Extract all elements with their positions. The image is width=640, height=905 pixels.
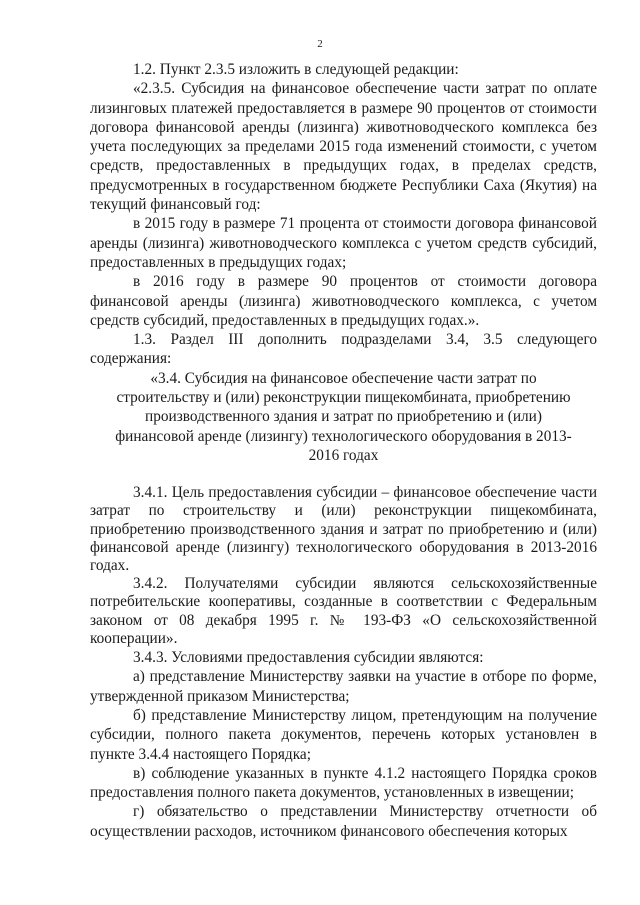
paragraph-3-4-3: 3.4.3. Условиями предоставления субсидии являются: <box>133 649 484 667</box>
paragraph-condition-b: б) представление Министерству лицом, претендующим на получение субсидии, полного пакета документов, перечень которых установлен в пункте 3.4.4 настоящего Порядка; <box>90 706 597 763</box>
paragraph-condition-a: а) представление Министерству заявки на участие в отборе по форме, утвержденной приказом Министерства; <box>90 668 597 705</box>
paragraph-2016: в 2016 году в размере 90 процентов от стоимости договора финансовой аренды (лизинга) животноводческого комплекса, с учетом средств субсидий, предоставленных в предыдущих годах.». <box>90 273 597 329</box>
paragraph-1-3: 1.3. Раздел III дополнить подразделами 3.4, 3.5 следующего содержания: <box>90 331 597 368</box>
paragraph-3-4-2: 3.4.2. Получателями субсидии являются сельскохозяйственные потребительские кооперативы, созданные в соответствии с Федеральным законом от 08 декабря 1995 г. № 193-ФЗ «О сельскохозяйственной кооперации». <box>90 575 597 647</box>
page-number: 2 <box>317 38 323 50</box>
paragraph-condition-v: в) соблюдение указанных в пункте 4.1.2 настоящего Порядка сроков предоставления полного пакета документов, установленных в извещении; <box>90 764 597 802</box>
paragraph-1-2: 1.2. Пункт 2.3.5 изложить в следующей редакции: <box>133 61 459 78</box>
paragraph-3-4-1: 3.4.1. Цель предоставления субсидии – финансовое обеспечение части затрат по строительству и (или) реконструкции пищекомбината, приобретению производственного здания и затрат по приобретению и (или) финансовой аренде (лизингу) технологического оборудования в 2013-2016 годах. <box>90 484 597 575</box>
paragraph-2015: в 2015 году в размере 71 процента от стоимости договора финансовой аренды (лизинга) животноводческого комплекса с учетом средств субсидий, предоставленных в предыдущих годах; <box>90 215 597 271</box>
paragraph-2-3-5: «2.3.5. Субсидия на финансовое обеспечение части затрат по оплате лизинговых платежей предоставляется в размере 90 процентов от стоимости договора финансовой аренды (лизинга) животноводческого комплекса без учета последующих за пределами 2015 года изменений стоимости, с учетом средств, предоставленных в предыдущих годах, в пределах средств, предусмотренных в государственном бюджете Республики Саха (Якутия) на текущий финансовый год: <box>90 80 597 214</box>
document-body <box>90 60 597 841</box>
section-heading-3-4: «3.4. Субсидия на финансовое обеспечение части затрат по строительству и (или) реконструкции пищекомбината, приобретению производственного здания и затрат по приобретению и (или) финансовой аренде (лизингу) технологического оборудования в 2013-2016 годах <box>115 369 572 464</box>
paragraph-condition-g: г) обязательство о представлении Министерству отчетности об осуществлении расходов, источником финансового обеспечения которых <box>90 803 597 840</box>
